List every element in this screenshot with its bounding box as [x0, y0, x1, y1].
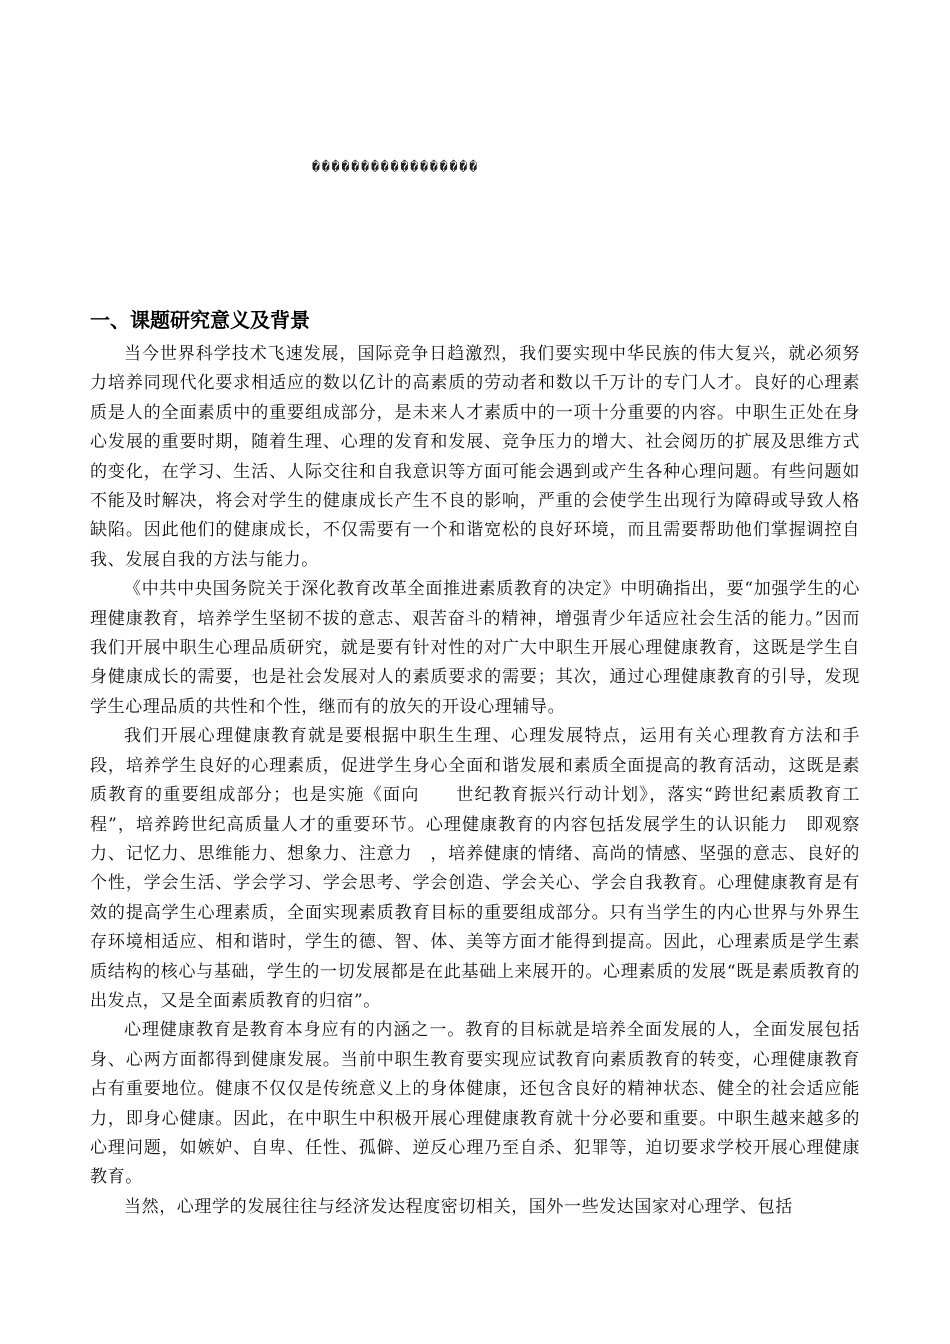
paragraph-4: 心理健康教育是教育本身应有的内涵之一。教育的目标就是培养全面发展的人，全面发展包括身、心两方面都得到健康发展。当前中职生教育要实现应试教育向素质教育的转变，心理健康教育占有重要地位。健康不仅仅是传统意义上的身体健康，还包含良好的精神状态、健全的社会适应能力，即身心健康。因此，在中职生中积极开展心理健康教育就十分必要和重要。中职生越来越多的心理问题，如嫉妒、自卑、任性、孤僻、逆反心理乃至自杀、犯罪等，迫切要求学校开展心理健康教育。 — [90, 1020, 860, 1188]
paragraph-5: 当然，心理学的发展往往与经济发达程度密切相关，国外一些发达国家对心理学、包括 — [124, 1196, 793, 1217]
body-text — [90, 340, 860, 1222]
paragraph-3: 我们开展心理健康教育就是要根据中职生生理、心理发展特点，运用有关心理教育方法和手段，培养学生良好的心理素质，促进学生身心全面和谐发展和素质全面提高的教育活动，这既是素质教育的重要组成部分；也是实施《面向 世纪教育振兴行动计划》，落实“跨世纪素质教育工程”，培养跨世纪高质量人才的重要环节。心理健康教育的内容包括发展学生的认识能力 即观察力、记忆力、思维能力、想象力、注意力 ，培养健康的情绪、高尚的情感、坚强的意志、良好的个性，学会生活、学会学习、学会思考、学会创造、学会关心、学会自我教育。心理健康教育是有效的提高学生心理素质，全面实现素质教育目标的重要组成部分。只有当学生的内心世界与外界生存环境相适应、相和谐时，学生的德、智、体、美等方面才能得到提高。因此，心理素质是学生素质结构的核心与基础，学生的一切发展都是在此基础上来展开的。心理素质的发展“既是素质教育的出发点，又是全面素质教育的归宿”。 — [90, 726, 860, 1011]
document-title-garbled: ����������������� — [312, 160, 480, 175]
paragraph-2: 《中共中央国务院关于深化教育改革全面推进素质教育的决定》中明确指出，要“加强学生的心理健康教育，培养学生坚韧不拔的意志、艰苦奋斗的精神，增强青少年适应社会生活的能力。”因而我们开展中职生心理品质研究，就是要有针对性的对广大中职生开展心理健康教育，这既是学生自身健康成长的需要，也是社会发展对人的素质要求的需要；其次，通过心理健康教育的引导，发现学生心理品质的共性和个性，继而有的放矢的开设心理辅导。 — [90, 579, 860, 717]
paragraph-1: 当今世界科学技术飞速发展，国际竞争日趋激烈，我们要实现中华民族的伟大复兴，就必须努力培养同现代化要求相适应的数以亿计的高素质的劳动者和数以千万计的专门人才。良好的心理素质是人的全面素质中的重要组成部分，是未来人才素质中的一项十分重要的内容。中职生正处在身心发展的重要时期，随着生理、心理的发育和发展、竞争压力的增大、社会阅历的扩展及思维方式的变化，在学习、生活、人际交往和自我意识等方面可能会遇到或产生各种心理问题。有些问题如不能及时解决，将会对学生的健康成长产生不良的影响，严重的会使学生出现行为障碍或导致人格缺陷。因此他们的健康成长，不仅需要有一个和谐宽松的良好环境，而且需要帮助他们掌握调控自我、发展自我的方法与能力。 — [90, 344, 860, 570]
section-heading: 一、课题研究意义及背景 — [90, 308, 310, 332]
